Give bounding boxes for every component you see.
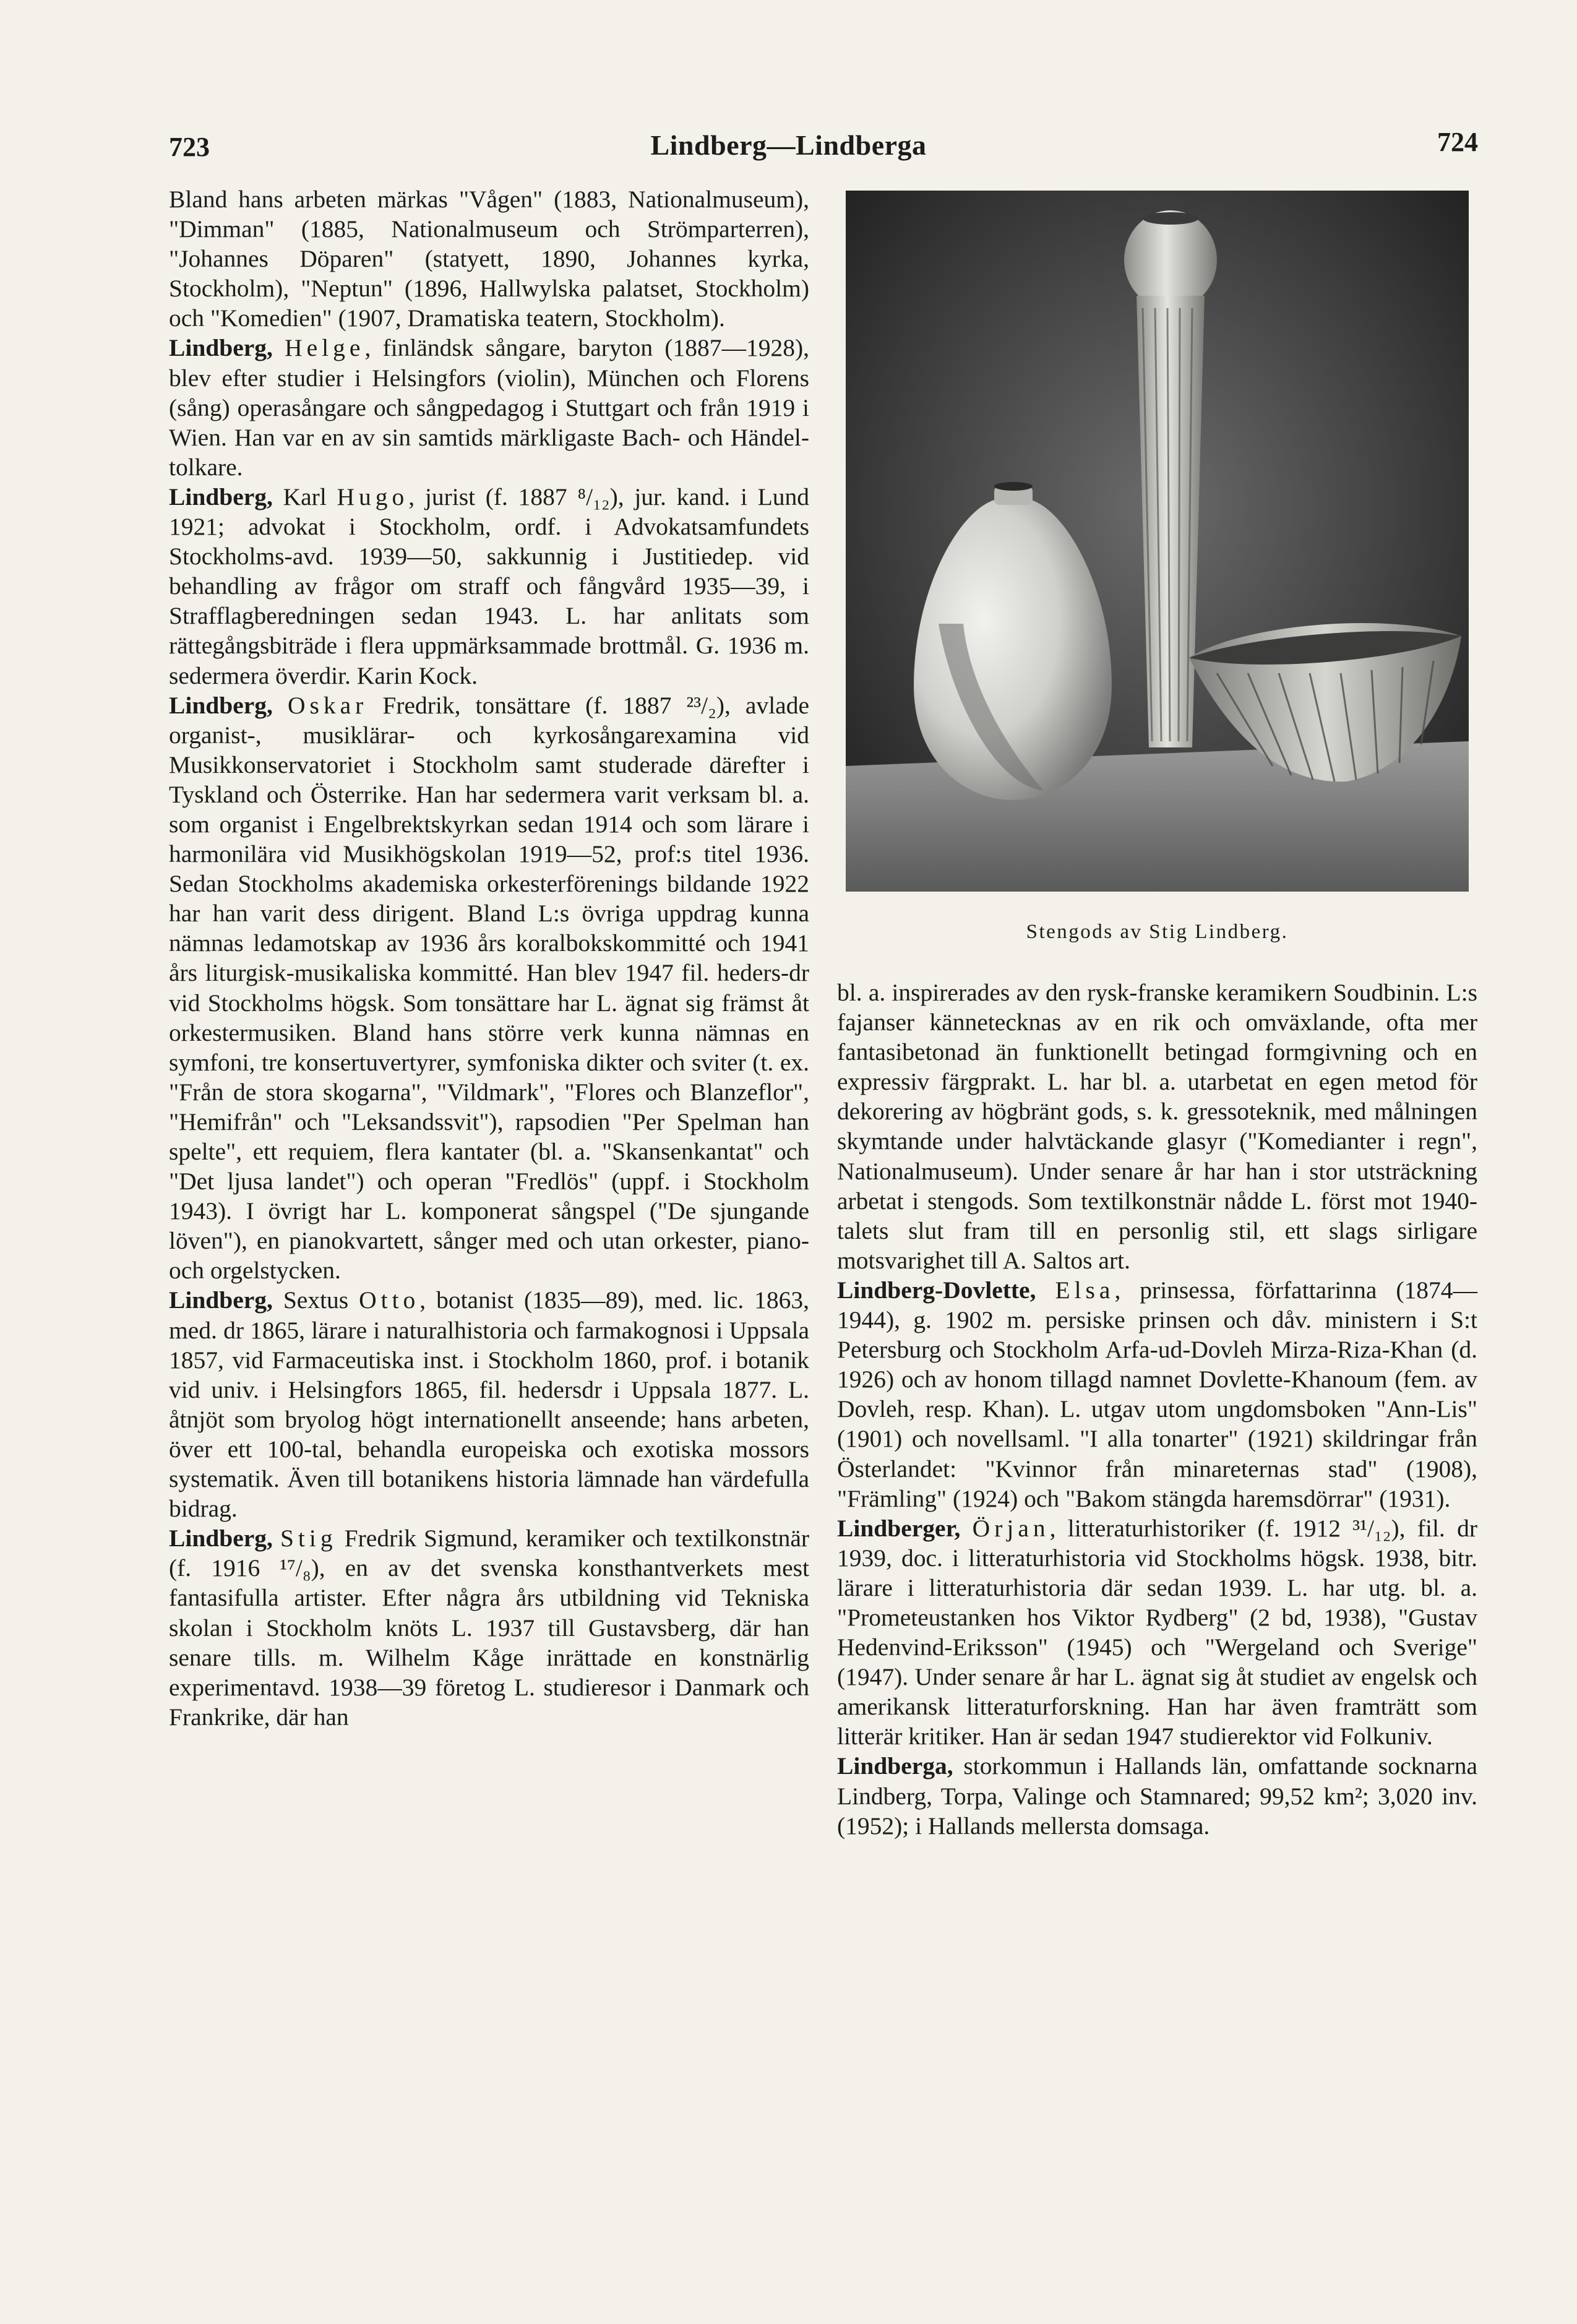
entry-headword: Lindberg, <box>169 334 273 362</box>
entry-name: Helge <box>285 334 365 362</box>
entry-body: Fredrik Sigmund, keramiker och textilkonstnär (f. 1916 ¹⁷/₈), en av det svenska konsthantverkets mest fantasifulla artister. Efter några års utbildning vid Tekniska skolan i Stockholm knöts L. 1937 till Gustavsberg, där han senare tills. m. Wilhelm Kåge inrättade en konstnärlig experimentavd. 1938—39 företog L. studieresor i Danmark och Frankrike, där han <box>169 1525 810 1731</box>
entry-helge-lindberg <box>169 333 809 481</box>
entry-headword: Lindberger, <box>837 1514 961 1542</box>
entry-continuation: bl. a. inspirerades av den rysk-franske keramikern Soudbinin. L:s fajanser kännetecknas av en rik och omväxlande, ofta mer fantasibetonad än funktionellt betingad formgivning och en expressiv färgprakt. L. har bl. a. utarbetat en egen metod för dekorering av högbränt gods, s. k. gressoteknik, med målningen skymtande under halvtäckande glasyr ("Komedianter i regn", Nationalmuseum). Under senare år har han i stor utsträckning arbetat i stengods. Som textilkonstnär nådde L. först mot 1940-talets slut fram till en personlig stil, ett slags sirligare motsvarighet till A. Saltos art. <box>837 979 1477 1274</box>
entry-name: Otto <box>359 1286 420 1314</box>
entry-body: , jurist (f. 1887 ⁸/₁₂), jur. kand. i Lund 1921; advokat i Stockholm, ordf. i Advokatsamfundets Stockholms-avd. 1939—50, sakkunnig i Justitiedep. vid behandling av frågor om straff och fångvård 1935—39, i Strafflagberedningen sedan 1943. L. har anlitats som rättegångsbiträde i flera uppmärksammade brottmål. G. 1936 m. sedermera överdir. Karin Kock. <box>169 483 809 689</box>
page-number-right: 724 <box>1437 127 1478 157</box>
entry-body: Fredrik, tonsättare (f. 1887 ²³/₂), avlade organist-, musiklärar- och kyrkosångarexamina vid Musikkonservatoriet i Stockholm samt studerade därefter i Tyskland och Österrike. Han har sedermera varit verksam bl. a. som organist i Engelbrektskyrkan sedan 1914 och som lärare i harmonilära vid Musikhögskolan 1919—52, prof:s titel 1936. Sedan Stockholms akademiska orkesterförenings bildande 1922 har han varit dess dirigent. Bland L:s övriga uppdrag kunna nämnas ledamotskap av 1936 års koralbokskommitté och 1941 års liturgisk-musikaliska kommitté. Han blev 1947 fil. heders-dr vid Stockholms högsk. Som tonsättare har L. ägnat sig främst åt orkestermusiken. Bland hans större verk kunna nämnas en symfoni, tre konsertuvertyrer, symfoniska dikter och sviter (t. ex. "Från de stora skogarna", "Vildmark", "Flores och Blanzeflor", "Hemifrån" och "Leksandssvit"), rapsodien "Per Spelman han spelte", ett requiem, flera kantater (bl. a. "Skansenkantat" och "Det ljusa landet") och operan "Fredlös" (uppf. i Stockholm 1943). I övrigt har L. komponerat sångspel ("De sjungande löven"), en pianokvartett, sånger med och utan orkester, piano- och orgelstycken. <box>169 691 809 1285</box>
entry-stig-lindberg <box>169 1523 809 1732</box>
entry-prefix: Karl <box>272 483 337 510</box>
entry-body: , prinsessa, författarinna (1874—1944), g. 1902 m. persiske prinsen och dåv. ministern i S:t Petersburg och Stockholm Arfa-ud-Dovleh Mirza-Riza-Khan (d. 1926) och av honom tillagd namnet Dovlette-Khanoum (fem. av Dovleh, resp. Khan). L. utgav utom ungdomsboken "Ann-Lis" (1901) och novellsaml. "I alla tonarter" (1921) skildringar från Österlandet: "Kvinnor från minareternas stad" (1908), "Främling" (1924) och "Bakom stängda haremsdörrar" (1931). <box>837 1276 1477 1512</box>
entry-headword: Lindberga, <box>837 1752 953 1780</box>
entry-headword: Lindberg, <box>169 1525 273 1552</box>
right-column <box>837 978 1477 1841</box>
entry-headword: Lindberg, <box>169 691 273 719</box>
entry-body: , botanist (1835—89), med. lic. 1863, med. dr 1865, lärare i naturalhistoria och farmakognosi i Uppsala 1857, vid Farmaceutiska inst. i Stockholm 1860, prof. i botanik vid univ. i Helsingfors 1865, fil. hedersdr i Uppsala 1877. L. åtnjöt som bryolog högt internationellt anseende; hans arbeten, över ett 100-tal, behandla europeiska och exotiska mossors systematik. Även till botanikens historia lämnade han värdefulla bidrag. <box>169 1286 809 1523</box>
entry-name: Oskar <box>287 691 368 719</box>
entry-hugo-lindberg <box>169 482 809 691</box>
entry-continuation: Bland hans arbeten märkas "Vågen" (1883, Nationalmuseum), "Dimman" (1885, Nationalmuseum och Strömparterren), "Johannes Döparen" (statyett, 1890, Johannes kyrka, Stockholm), "Neptun" (1896, Hallwylska palatset, Stockholm) och "Komedien" (1907, Dramatiska teatern, Stockholm). <box>169 186 809 332</box>
page-number-left: 723 <box>169 132 210 162</box>
running-title: Lindberg—Lindberga <box>650 129 927 161</box>
entry-headword: Lindberg-Dovlette, <box>837 1276 1036 1304</box>
entry-body: , finländsk sångare, baryton (1887—1928), blev efter studier i Helsingfors (violin), München och Florens (sång) operasångare och sångpedagog i Stuttgart och från 1919 i Wien. Han var en av sin samtids märkligaste Bach- och Händel-tolkare. <box>169 334 809 481</box>
entry-body: storkommun i Hallands län, omfattande socknarna Lindberg, Torpa, Valinge och Stamnared; 99,52 km²; 3,020 inv. (1952); i Hallands mellersta domsaga. <box>837 1752 1477 1840</box>
entry-headword: Lindberg, <box>169 483 273 510</box>
entry-name: Stig <box>280 1525 337 1552</box>
entry-otto-lindberg <box>169 1285 809 1523</box>
figure-caption: Stengods av Stig Lindberg. <box>1026 921 1289 943</box>
entry-lindberg-dovlette <box>837 1275 1477 1513</box>
entry-name: Elsa <box>1055 1276 1115 1304</box>
entry-oskar-lindberg <box>169 691 809 1286</box>
stoneware-photograph <box>846 191 1469 892</box>
left-column <box>169 184 809 1732</box>
entry-prefix: Sextus <box>272 1286 359 1314</box>
entry-headword: Lindberg, <box>169 1286 273 1314</box>
entry-name: Hugo <box>337 483 409 510</box>
entry-lindberga <box>837 1751 1477 1840</box>
page-header <box>0 0 1577 161</box>
entry-name: Örjan <box>972 1514 1050 1542</box>
entry-lindberger <box>837 1513 1477 1752</box>
entry-body: , litteraturhistoriker (f. 1912 ³¹/₁₂), fil. dr 1939, doc. i litteraturhistoria vid Stockholms högsk. 1938, bitr. lärare i litteraturhistoria där sedan 1939. L. har utg. bl. a. "Prometeustanken hos Viktor Rydberg" (2 bd, 1938), "Gustav Hedenvind-Eriksson" (1945) och "Wergeland och Sverige" (1947). Under senare år har L. ägnat sig åt studiet av engelsk och amerikansk litteraturforskning. Han har även framträtt som litterär kritiker. Han är sedan 1947 studierektor vid Folkuniv. <box>837 1514 1478 1750</box>
